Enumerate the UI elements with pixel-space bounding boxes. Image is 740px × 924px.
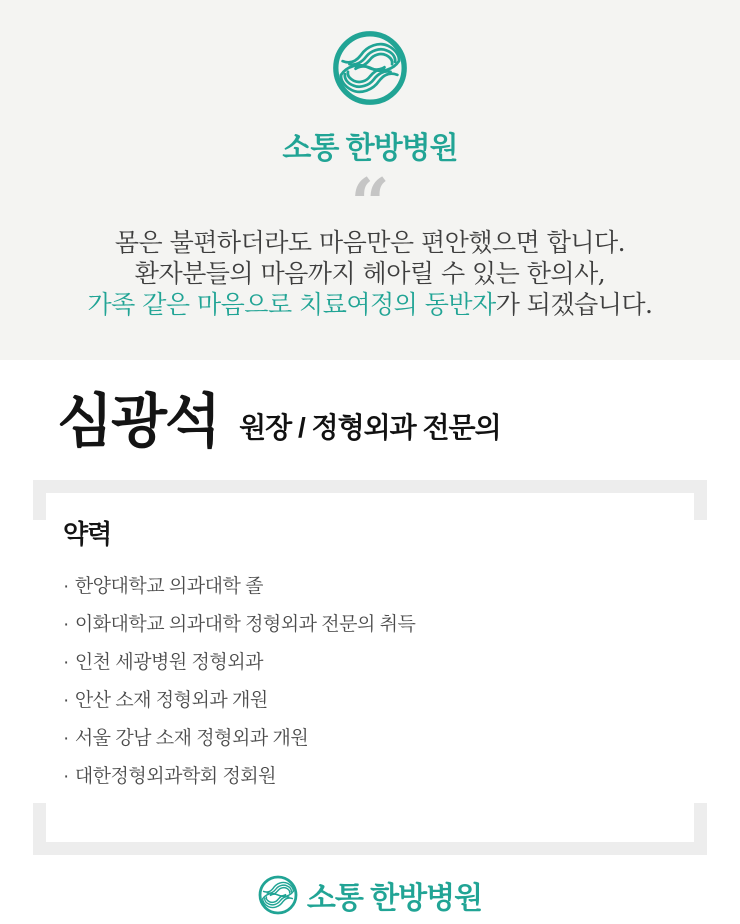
bullet: · xyxy=(63,690,69,711)
career-heading: 약력 xyxy=(63,519,112,549)
hero-section xyxy=(0,0,740,360)
quote-line-2: 환자분들의 마음까지 헤아릴 수 있는 한의사, xyxy=(134,259,606,288)
career-item xyxy=(63,615,694,634)
mission-quote xyxy=(0,227,740,320)
quote-line-1: 몸은 불편하더라도 마음만은 편안했으면 합니다. xyxy=(114,228,626,257)
career-item-text: 이화대학교 의과대학 정형외과 전문의 취득 xyxy=(74,614,416,635)
bullet: · xyxy=(63,614,69,635)
bullet: · xyxy=(63,576,69,597)
doctor-title: 원장 / 정형외과 전문의 xyxy=(239,412,501,443)
bullet: · xyxy=(63,652,69,673)
career-item xyxy=(63,653,694,672)
open-quote-icon: “ xyxy=(350,164,390,244)
doctor-name: 심광석 xyxy=(57,389,220,454)
footer-hospital-name: 소통 한방병원 xyxy=(306,882,483,915)
career-item-text: 한양대학교 의과대학 졸 xyxy=(74,576,263,597)
bullet: · xyxy=(63,766,69,787)
career-frame xyxy=(33,480,707,855)
doctor-name-row xyxy=(57,389,740,454)
hospital-name: 소통 한방병원 xyxy=(282,132,458,165)
bullet: · xyxy=(63,728,69,749)
career-list xyxy=(63,577,694,786)
career-item xyxy=(63,577,694,596)
career-item-text: 서울 강남 소재 정형외과 개원 xyxy=(74,728,309,749)
career-item-text: 인천 세광병원 정형외과 xyxy=(74,652,263,673)
quote-line-3 xyxy=(0,289,740,320)
quote-line-3-rest: 가 되겠습니다. xyxy=(495,290,653,319)
career-item xyxy=(63,691,694,710)
career-item-text: 대한정형외과학회 정회원 xyxy=(74,766,277,787)
career-item xyxy=(63,729,694,748)
footer-hands-logo-icon xyxy=(258,875,298,915)
career-item-text: 안산 소재 정형외과 개원 xyxy=(74,690,268,711)
footer-brand-row xyxy=(0,873,740,917)
career-content xyxy=(46,493,694,786)
hospital-hands-logo-icon xyxy=(332,30,408,106)
career-item xyxy=(63,767,694,786)
quote-highlight: 가족 같은 마음으로 치료여정의 동반자 xyxy=(87,290,496,319)
